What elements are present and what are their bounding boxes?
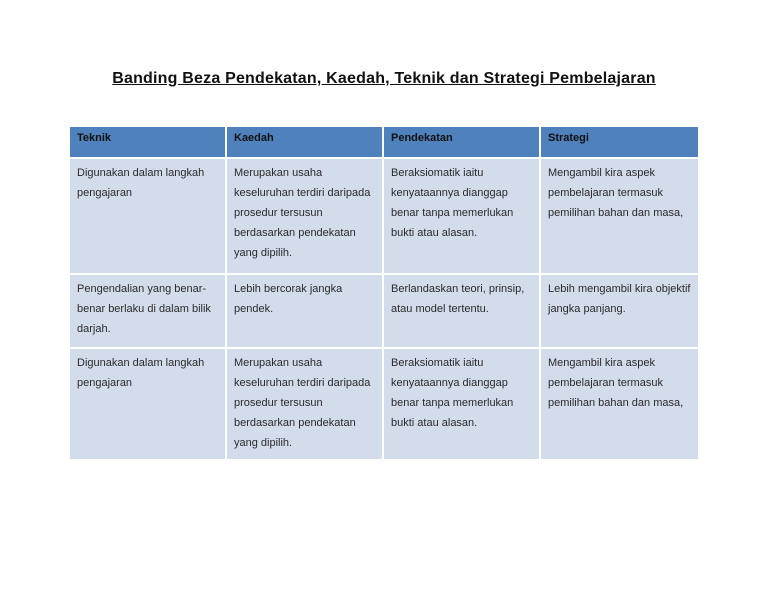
header-teknik: Teknik <box>70 127 227 159</box>
table-cell: Digunakan dalam langkah pengajaran <box>70 349 227 461</box>
table-cell: Lebih bercorak jangka pendek. <box>227 275 384 349</box>
comparison-table <box>70 127 698 461</box>
table-cell: Berlandaskan teori, prinsip, atau model tertentu. <box>384 275 541 349</box>
table-cell: Digunakan dalam langkah pengajaran <box>70 159 227 275</box>
table-cell: Beraksiomatik iaitu kenyataannya dianggap benar tanpa memerlukan bukti atau alasan. <box>384 349 541 461</box>
table-row <box>70 349 698 461</box>
table-cell: Mengambil kira aspek pembelajaran termasuk pemilihan bahan dan masa, <box>541 349 698 461</box>
table-cell: Merupakan usaha keseluruhan terdiri daripada prosedur tersusun berdasarkan pendekatan yang dipilih. <box>227 349 384 461</box>
table-cell: Lebih mengambil kira objektif jangka panjang. <box>541 275 698 349</box>
document-title: Banding Beza Pendekatan, Kaedah, Teknik dan Strategi Pembelajaran <box>112 70 656 87</box>
table-cell: Pengendalian yang benar-benar berlaku di dalam bilik darjah. <box>70 275 227 349</box>
table-row <box>70 275 698 349</box>
table-row <box>70 159 698 275</box>
table-header-row <box>70 127 698 159</box>
header-strategi: Strategi <box>541 127 698 159</box>
header-kaedah: Kaedah <box>227 127 384 159</box>
table-cell: Merupakan usaha keseluruhan terdiri daripada prosedur tersusun berdasarkan pendekatan yang dipilih. <box>227 159 384 275</box>
header-pendekatan: Pendekatan <box>384 127 541 159</box>
table-cell: Mengambil kira aspek pembelajaran termasuk pemilihan bahan dan masa, <box>541 159 698 275</box>
table-cell: Beraksiomatik iaitu kenyataannya dianggap benar tanpa memerlukan bukti atau alasan. <box>384 159 541 275</box>
